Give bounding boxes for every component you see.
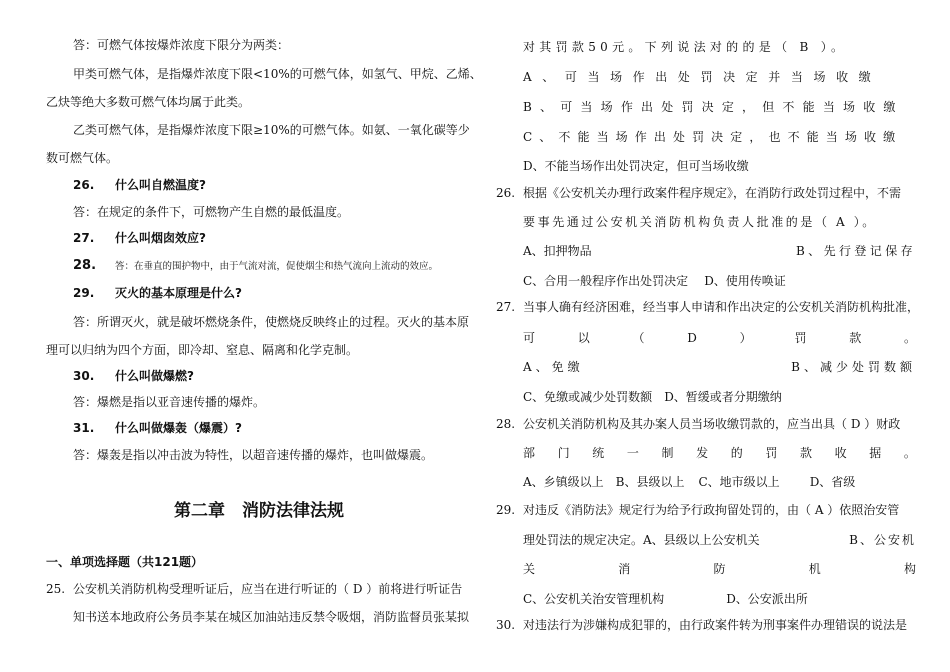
option-c: C、不能当场作出处罚决定，也不能当场收缴 [523, 130, 903, 144]
question-29-line: 理处罚法的规定决定。A、县级以上公安机关 B、公安机 [523, 533, 916, 547]
question-29-options [496, 591, 916, 607]
answer-26: 答：在规定的条件下，可燃物产生自燃的最低温度。 [73, 205, 350, 219]
question-31 [46, 420, 472, 436]
option-d: D、使用传唤证 [704, 274, 786, 288]
question-27-options [496, 389, 916, 405]
question-line: 对其罚款50元。下列说法对的的是（ B ）。 [523, 40, 848, 54]
answer-line: 答：可燃气体按爆炸浓度下限分为两类： [73, 38, 290, 52]
question-27-options [496, 359, 916, 375]
option-a: A、免缴 [523, 360, 584, 374]
question-29 [496, 502, 916, 518]
question-number: 29. [496, 503, 516, 517]
option-a: A、扣押物品 [523, 244, 592, 258]
question-26-options [496, 243, 916, 259]
question-number: 26. [73, 178, 95, 192]
question-number: 28. [73, 258, 97, 273]
question-30 [46, 368, 472, 384]
question-text: 对违法行为涉嫌构成犯罪的，由行政案件转为刑事案件办理错误的说法是 [523, 618, 908, 632]
option-b: B、先行登记保存 [795, 244, 916, 258]
question-number: 25. [46, 582, 66, 596]
question-text: 什么叫做爆轰（爆震）? [115, 421, 242, 435]
question-text: 公安机关消防机构及其办案人员当场收缴罚款的，应当出具（ D ）财政 [523, 417, 901, 431]
option-c: C、地市级以上 [698, 475, 780, 489]
question-27-line: 可 以 （ D ） 罚 款 。 [523, 331, 916, 345]
option-b: B、可当场作出处罚决定，但不能当场收缴 [523, 100, 904, 114]
question-25 [46, 581, 472, 597]
question-30 [496, 617, 916, 633]
option-a: A、可当场作出处罚决定并当场收缴 [523, 70, 882, 84]
question-number: 31. [73, 421, 95, 435]
option-a: A、乡镇级以上 [523, 475, 604, 489]
question-number: 30. [496, 618, 516, 632]
question-number: 27. [73, 231, 95, 245]
question-number: 28. [496, 417, 516, 431]
question-28-line: 部 门 统 一 制 发 的 罚 款 收 据 。 [523, 446, 916, 460]
question-number: 27. [496, 300, 516, 314]
option-d: D、不能当场作出处罚决定，但可当场收缴 [523, 159, 749, 173]
answer-line: 数可燃气体。 [46, 151, 119, 165]
question-29 [46, 285, 472, 301]
answer-29-line: 答：所谓灭火，就是破坏燃烧条件，使燃烧反映终止的过程。灭火的基本原 [73, 315, 470, 329]
option-c: C、免缴或减少处罚数额 [523, 390, 653, 404]
question-29-line: 关 消 防 机 构 [523, 562, 916, 576]
answer-30: 答：爆燃是指以亚音速传播的爆炸。 [73, 395, 266, 409]
question-25-line: 知书送本地政府公务员李某在城区加油站违反禁令吸烟，消防监督员张某拟 [73, 610, 470, 624]
option-d: D、公安派出所 [726, 592, 808, 606]
question-text: 当事人确有经济困难，经当事人申请和作出决定的公安机关消防机构批准， [523, 300, 920, 314]
chapter-title: 第二章 消防法律法规 [174, 501, 344, 521]
question-26-line: 要事先通过公安机关消防机构负责人批准的是（ A ）。 [523, 215, 877, 229]
question-text: 什么叫烟囱效应? [115, 231, 206, 245]
option-b: B、减少处罚数额 [791, 360, 916, 374]
question-27 [46, 230, 472, 246]
question-26-options [496, 273, 916, 289]
answer-line: 甲类可燃气体，是指爆炸浓度下限<10%的可燃气体，如氢气、甲烷、乙烯、 [73, 67, 482, 81]
option-d: D、省级 [809, 475, 856, 489]
question-26 [46, 177, 472, 193]
question-text: 灭火的基本原理是什么? [115, 286, 242, 300]
option-c: C、合用一般程序作出处罚决定 [523, 274, 689, 288]
question-text: 根据《公安机关办理行政案件程序规定》，在消防行政处罚过程中，不需 [523, 186, 902, 200]
question-number: 26. [496, 186, 516, 200]
question-28-options [496, 474, 916, 490]
question-text: 什么叫自燃温度? [115, 178, 206, 192]
question-number: 29. [73, 286, 95, 300]
answer-line: 乙类可燃气体，是指爆炸浓度下限≥10%的可燃气体。如氨、一氧化碳等少 [73, 123, 470, 137]
question-text: 什么叫做爆燃? [115, 369, 194, 383]
question-text: 对违反《消防法》规定行为给予行政拘留处罚的，由（ A ）依照治安管 [523, 503, 900, 517]
answer-31: 答：爆轰是指以冲击波为特性，以超音速传播的爆炸，也叫做爆震。 [73, 448, 434, 462]
question-28 [496, 416, 916, 432]
question-26 [496, 185, 916, 201]
option-d: D、暂缓或者分期缴纳 [664, 390, 782, 404]
question-number: 30. [73, 369, 95, 383]
section-heading: 一、单项选择题（共121题） [46, 555, 204, 569]
option-c: C、公安机关治安管理机构 [523, 592, 665, 606]
question-text: 公安机关消防机构受理听证后，应当在进行听证的（ D ）前将进行听证告 [73, 582, 463, 596]
answer-29-line: 理可以归纳为四个方面，即冷却、窒息、隔离和化学克制。 [46, 343, 359, 357]
option-b: B、县级以上 [615, 475, 685, 489]
answer-28: 答：在垂直的围护物中，由于气流对流，促使烟尘和热气流向上流动的效应。 [115, 261, 439, 272]
answer-line: 乙炔等绝大多数可燃气体均属于此类。 [46, 95, 251, 109]
question-27 [496, 299, 920, 315]
question-28 [46, 257, 472, 275]
